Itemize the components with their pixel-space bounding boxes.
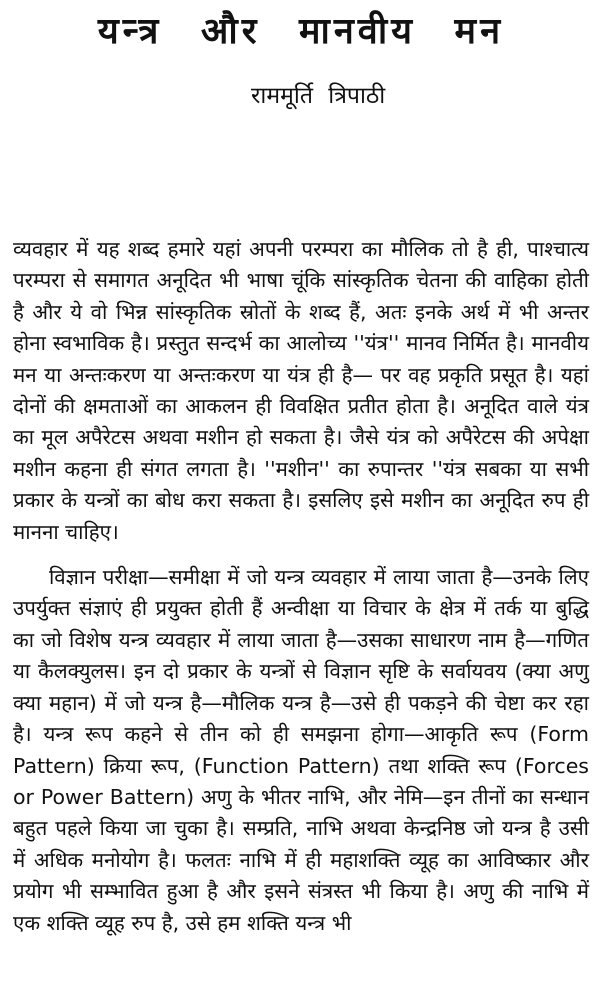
author-name: राममूर्ति त्रिपाठी <box>251 83 386 109</box>
body-paragraph-1: व्यवहार में यह शब्द हमारे यहां अपनी परम्परा का मौलिक तो है ही, पाश्चात्य परम्परा से समागत अनूदित भी भाषा चूंकि सांस्कृतिक चेतना की वाहिका होती है और ये वो भिन्न सांस्कृतिक स्रोतों के शब्द हैं, अतः इनके अर्थ में भी अन्तर होना स्वभाविक है। प्रस्तुत सन्दर्भ का आलोच्य ''यंत्र'' मानव निर्मित है। मानवीय मन या अन्तःकरण या अन्तःकरण या यंत्र ही है— पर वह प्रकृति प्रसूत है। यहां दोनों की क्षमताओं का आकलन ही विवक्षित प्रतीत होता है। अनूदित वाले यंत्र का मूल अपैरेटस अथवा मशीन हो सकता है। जैसे यंत्र को अपैरेटस की अपेक्षा मशीन कहना ही संगत लगता है। ''मशीन'' का रुपान्तर ''यंत्र सबका या सभी प्रकार के यन्त्रों का बोध करा सकता है। इसलिए इसे मशीन का अनूदित रुप ही मानना चाहिए। <box>13 237 589 544</box>
page-title: यन्त्र और मानवीय मन <box>97 11 505 52</box>
body-paragraph-2: विज्ञान परीक्षा—समीक्षा में जो यन्त्र व्यवहार में लाया जाता है—उनके लिए उपर्युक्त संज्ञाएं ही प्रयुक्त होती हैं अन्वीक्षा या विचार के क्षेत्र में तर्क या बुद्धि का जो विशेष यन्त्र व्यवहार में लाया जाता है—उसका साधारण नाम है—गणित या कैलक्युलस। इन दो प्रकार के यन्त्रों से विज्ञान सृष्टि के सर्वायवय (क्या अणु क्या महान) में जो यन्त्र है—मौलिक यन्त्र है—उसे ही पकड़ने की चेष्टा कर रहा है। यन्त्र रूप कहने से तीन को ही समझना होगा—आकृति रूप (Form Pattern) क्रिया रूप, (Function Pattern) तथा शक्ति रूप (Forces or Power Battern) अणु के भीतर नाभि, और नेमि—इन तीनों का सन्धान बहुत पहले किया जा चुका है। सम्प्रति, नाभि अथवा केन्द्रनिष्ठ जो यन्त्र है उसी में अधिक मनोयोग है। फलतः नाभि में ही महाशक्ति व्यूह का आविष्कार और प्रयोग भी सम्भावित हुआ है और इसने संत्रस्त भी किया है। अणु की नाभि में एक शक्ति व्यूह रुप है, उसे हम शक्ति यन्त्र भी <box>13 565 589 935</box>
